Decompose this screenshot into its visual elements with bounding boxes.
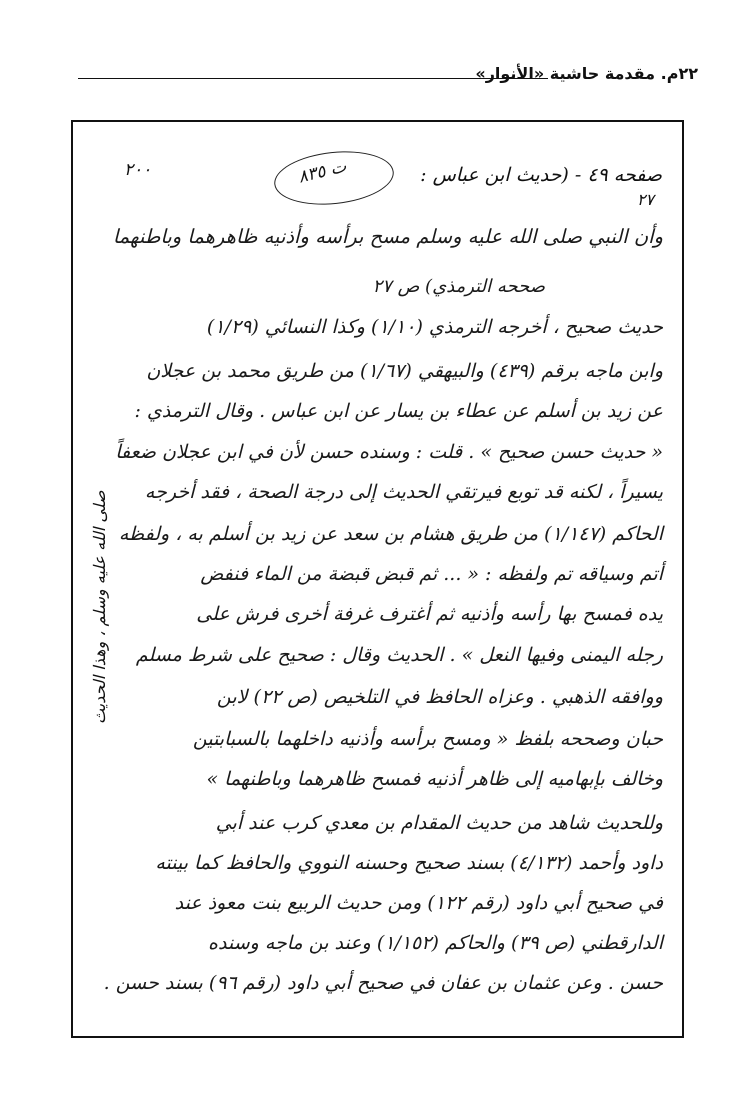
margin-note xyxy=(82,488,122,728)
page-header xyxy=(78,62,698,92)
reference-page-sub: ٢٧ xyxy=(636,190,654,209)
circled-note: ت ٨٣٥ xyxy=(296,156,349,188)
header-title: ٢٢م. مقدمة حاشية «الأنوار» xyxy=(475,64,698,83)
manuscript-line: الحاكم (١/١٤٧) من طريق هشام بن سعد عن زيد بن أسلم به ، ولفظه xyxy=(118,523,663,545)
manuscript-line: حديث صحيح ، أخرجه الترمذي (١/١٠) وكذا النسائي (١/٢٩) xyxy=(206,316,663,338)
manuscript-line: وللحديث شاهد من حديث المقدام بن معدي كرب عند أبي xyxy=(215,812,663,834)
manuscript-line: الدارقطني (ص ٣٩) والحاكم (١/١٥٢) وعند بن ماجه وسنده xyxy=(208,932,663,954)
manuscript-line: داود وأحمد (٤/١٣٢) بسند صحيح وحسنه النووي والحافظ كما بينته xyxy=(155,852,663,874)
manuscript-line: وخالف بإبهاميه إلى ظاهر أذنيه فمسح ظاهرهما وباطنهما » xyxy=(206,768,663,790)
manuscript-line: وأن النبي صلى الله عليه وسلم مسح برأسه وأذنيه ظاهرهما وباطنهما xyxy=(112,225,663,248)
manuscript-line: « حديث حسن صحيح » . قلت : وسنده حسن لأن في ابن عجلان ضعفاً xyxy=(115,441,663,463)
manuscript-line: صححه الترمذي) ص ٢٧ xyxy=(372,276,545,297)
manuscript-line: ووافقه الذهبي . وعزاه الحافظ في التلخيص (ص ٢٢) لابن xyxy=(216,686,663,708)
manuscript-line: في صحيح أبي داود (رقم ١٢٢) ومن حديث الربيع بنت معوذ عند xyxy=(174,892,663,914)
manuscript-line: رجله اليمنى وفيها النعل » . الحديث وقال : صحيح على شرط مسلم xyxy=(135,644,663,666)
manuscript-line: وابن ماجه برقم (٤٣٩) والبيهقي (١/٦٧) من طريق محمد بن عجلان xyxy=(146,360,663,382)
manuscript-line: يده فمسح بها رأسه وأذنيه ثم أغترف غرفة أخرى فرش على xyxy=(196,603,663,625)
manuscript-line: أتم وسياقه تم ولفظه : « ... ثم قبض قبضة من الماء فنفض xyxy=(200,563,663,585)
reference-header xyxy=(102,150,662,210)
manuscript-line: حبان وصححه بلفظ « ومسح برأسه وأذنيه داخلهما بالسبابتين xyxy=(192,728,663,750)
manuscript-line: حسن . وعن عثمان بن عفان في صحيح أبي داود (رقم ٩٦) بسند حسن . xyxy=(103,972,663,994)
header-rule xyxy=(78,78,548,79)
manuscript-line: يسيراً ، لكنه قد توبع فيرتقي الحديث إلى درجة الصحة ، فقد أخرجه xyxy=(144,481,663,503)
margin-note-text: صلى الله عليه وسلم ، وهذا الحديث xyxy=(90,490,109,724)
corner-number: ٢٠٠ xyxy=(124,160,152,180)
manuscript-line: عن زيد بن أسلم عن عطاء بن يسار عن ابن عباس . وقال الترمذي : xyxy=(134,400,663,422)
reference-line: صفحه ٤٩ - (حديث ابن عباس : xyxy=(420,164,662,186)
